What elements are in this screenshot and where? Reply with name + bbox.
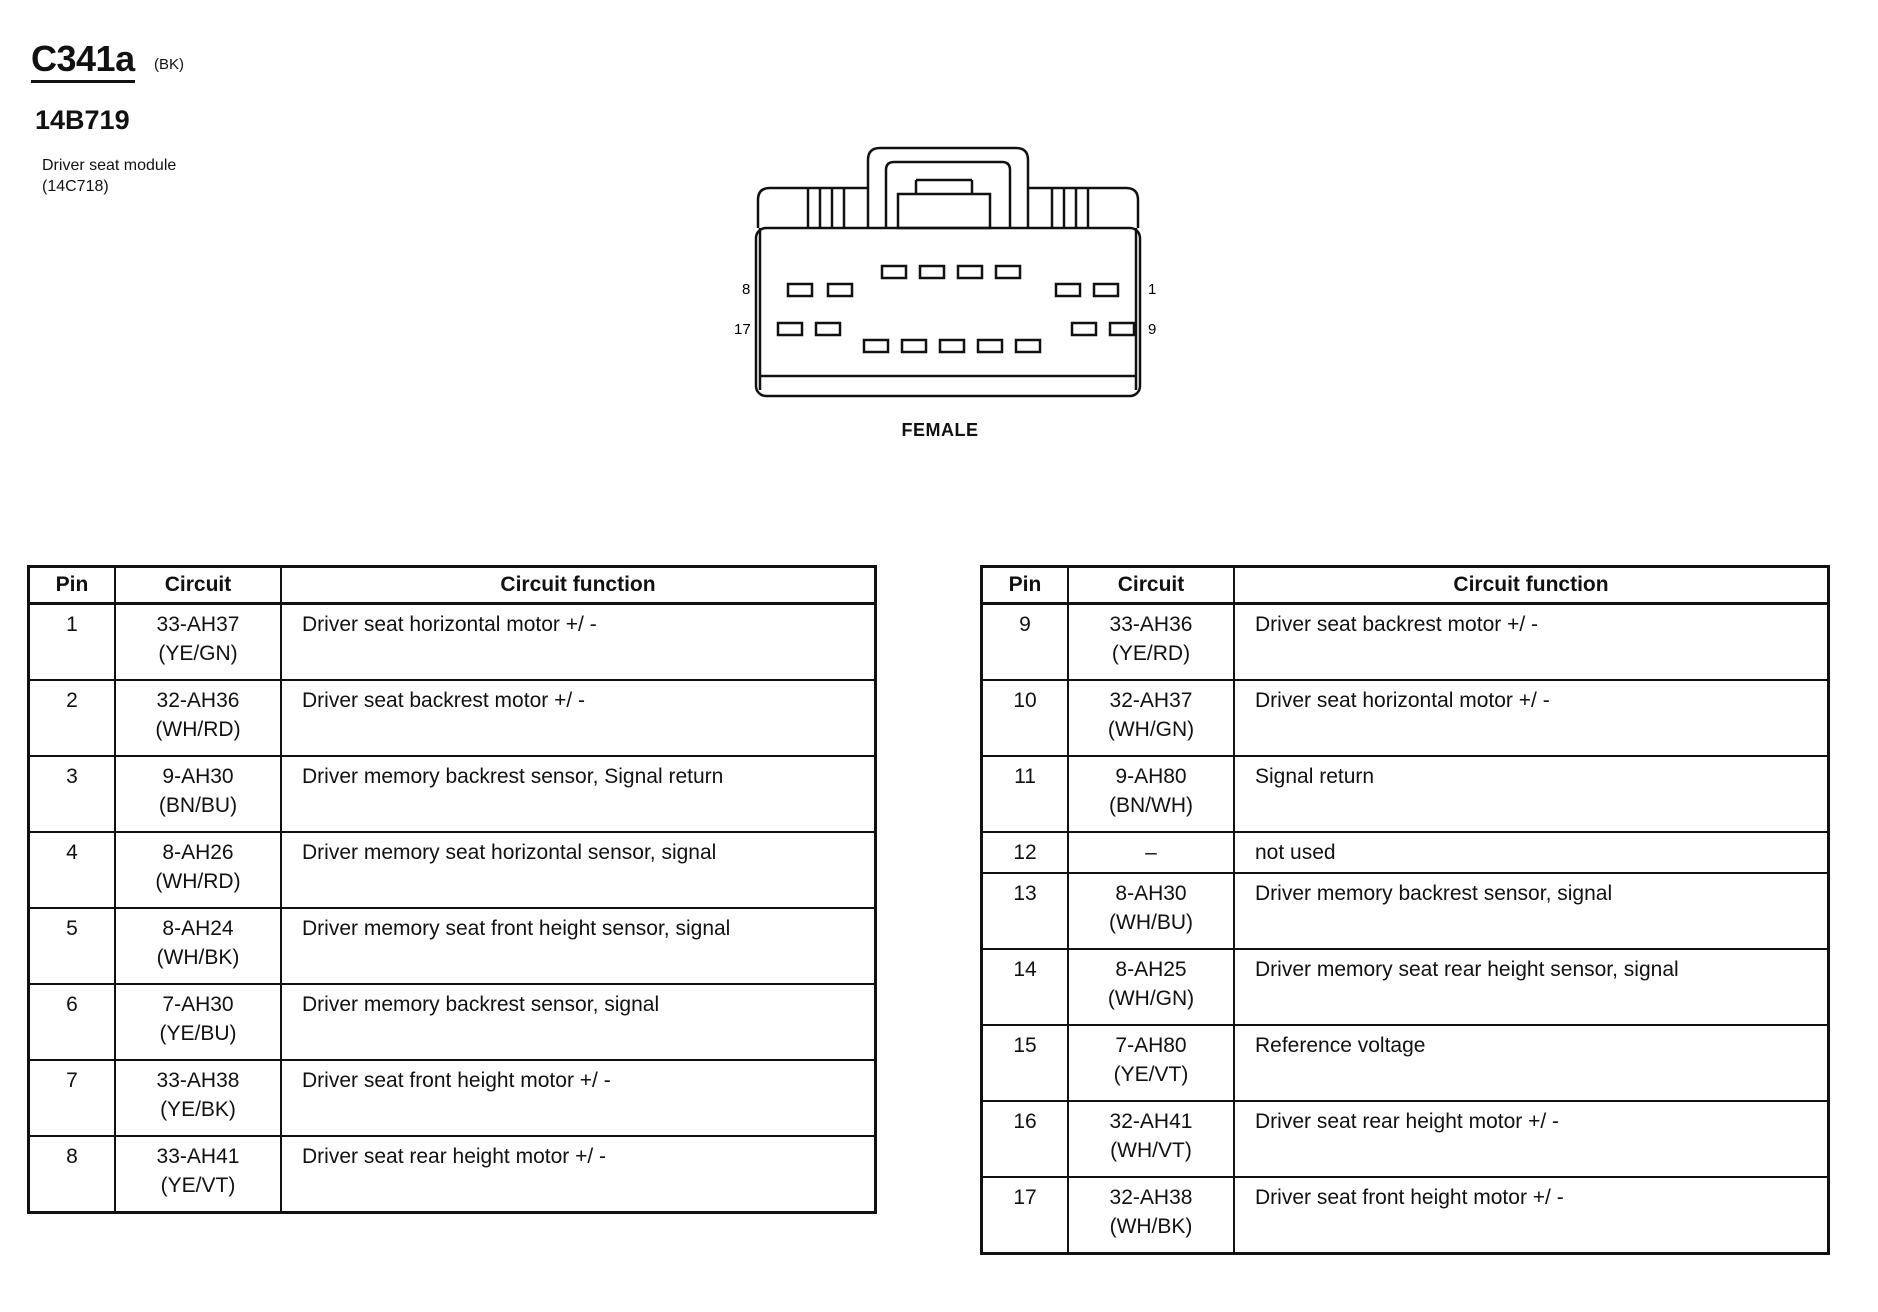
circuit-number: 32-AH41 [1109,1110,1193,1133]
pin-cavity [920,266,944,278]
pin-label-1: 1 [1148,281,1157,298]
pin-label-17: 17 [734,321,751,338]
circuit-function: Driver memory backrest sensor, signal [1234,873,1829,949]
wire-color: (YE/BU) [159,1022,237,1045]
wire-color: (BN/BU) [158,794,238,817]
circuit-number: 8-AH30 [1115,882,1187,905]
component-description [42,155,262,197]
description-line-2: (14C718) [42,178,109,195]
pin-number: 10 [982,680,1069,756]
circuit-number: 7-AH80 [1115,1034,1187,1057]
wire-color: (WH/GN) [1107,718,1195,741]
wire-color: (WH/RD) [155,718,241,741]
header-circuit-function: Circuit function [1234,567,1829,604]
circuit-cell [1068,1025,1234,1101]
circuit-number: 9-AH30 [162,765,234,788]
pin-cavity [816,323,840,335]
pin-cavity [1094,284,1118,296]
pin-number: 15 [982,1025,1069,1101]
pin-number: 6 [29,984,116,1060]
description-line-1: Driver seat module [42,157,177,174]
pin-cavity [1056,284,1080,296]
circuit-number: 33-AH38 [156,1069,240,1092]
table-row [29,832,876,908]
pin-number: 5 [29,908,116,984]
pin-number: 2 [29,680,116,756]
circuit-number: 8-AH26 [162,841,234,864]
connector-top-ribs-left [758,188,868,228]
wire-color: (WH/VT) [1110,1139,1192,1162]
circuit-function: Driver seat front height motor +/ - [1234,1177,1829,1254]
circuit-number: 32-AH37 [1109,689,1193,712]
wire-color: (YE/BK) [160,1098,236,1121]
circuit-function: Driver seat rear height motor +/ - [281,1136,876,1213]
circuit-number: 7-AH30 [162,993,234,1016]
pin-cavity [882,266,906,278]
connector-gender: FEMALE [901,420,979,440]
pin-cavity [940,340,964,352]
wire-color: (YE/GN) [158,642,238,665]
table-row [982,873,1829,949]
table-row [982,680,1829,756]
circuit-number: 33-AH37 [156,613,240,636]
table-row [29,680,876,756]
connector-top-ribs-right [1028,188,1138,228]
pin-number: 16 [982,1101,1069,1177]
pin-cavity [778,323,802,335]
circuit-cell [1068,756,1234,832]
circuit-function: Driver memory backrest sensor, Signal return [281,756,876,832]
connector-color: (BK) [154,56,184,73]
pin-number: 9 [982,604,1069,681]
pin-number: 17 [982,1177,1069,1254]
pin-number: 8 [29,1136,116,1213]
pin-cavity [828,284,852,296]
table-row [982,1177,1829,1254]
pin-number: 12 [982,832,1069,873]
circuit-function: Reference voltage [1234,1025,1829,1101]
pin-number: 3 [29,756,116,832]
header-circuit: Circuit [115,567,281,604]
pin-cavity [864,340,888,352]
circuit-function: not used [1234,832,1829,873]
circuit-number: 9-AH80 [1115,765,1187,788]
pin-number: 1 [29,604,116,681]
connector-face-diagram [720,140,1157,410]
circuit-number: 32-AH36 [156,689,240,712]
connector-body [756,228,1140,396]
circuit-cell [1068,832,1234,873]
circuit-cell [115,1060,281,1136]
circuit-function: Driver seat horizontal motor +/ - [1234,680,1829,756]
table-row [29,604,876,681]
circuit-number: 32-AH38 [1109,1186,1193,1209]
wire-color: (WH/BK) [156,946,240,969]
table-row [29,1136,876,1213]
circuit-cell [1068,1101,1234,1177]
pin-cavity [902,340,926,352]
pin-number: 11 [982,756,1069,832]
pin-cavity [1016,340,1040,352]
wire-color: (YE/VT) [160,1174,236,1197]
pin-label-9: 9 [1148,321,1157,338]
circuit-function: Driver seat backrest motor +/ - [281,680,876,756]
circuit-function: Driver seat backrest motor +/ - [1234,604,1829,681]
circuit-cell [115,984,281,1060]
wire-color: (YE/VT) [1113,1063,1189,1086]
connector-latch-tab [898,194,990,228]
pin-cavity [978,340,1002,352]
pin-cavity [996,266,1020,278]
pin-label-8: 8 [742,281,751,298]
circuit-function: Driver memory seat front height sensor, signal [281,908,876,984]
table-row [982,1025,1829,1101]
header-pin: Pin [29,567,116,604]
wire-color: (WH/GN) [1107,987,1195,1010]
table-row [29,984,876,1060]
table-row [982,756,1829,832]
circuit-function: Driver seat rear height motor +/ - [1234,1101,1829,1177]
header-circuit: Circuit [1068,567,1234,604]
circuit-number: 8-AH24 [162,917,234,940]
pin-cavity [788,284,812,296]
circuit-cell [115,908,281,984]
circuit-cell [1068,604,1234,681]
table-row [982,832,1829,873]
table-row [29,908,876,984]
header-pin: Pin [982,567,1069,604]
table-row [29,1060,876,1136]
connector-latch [868,148,1028,228]
circuit-cell [115,832,281,908]
circuit-function: Driver memory seat rear height sensor, signal [1234,949,1829,1025]
pin-cavity [1110,323,1134,335]
circuit-number: 8-AH25 [1115,958,1187,981]
table-row [982,604,1829,681]
circuit-function: Driver seat front height motor +/ - [281,1060,876,1136]
pin-number: 14 [982,949,1069,1025]
pin-cavity [958,266,982,278]
pin-number: 4 [29,832,116,908]
table-row [982,949,1829,1025]
circuit-cell [1068,1177,1234,1254]
table-row [982,1101,1829,1177]
circuit-cell [1068,873,1234,949]
part-number: 14B719 [35,105,130,135]
pin-cavity [1072,323,1096,335]
circuit-number: 33-AH41 [156,1145,240,1168]
wire-color: (WH/RD) [155,870,241,893]
circuit-function: Driver seat horizontal motor +/ - [281,604,876,681]
circuit-cell [1068,680,1234,756]
pin-table-left [27,565,877,1214]
circuit-cell [115,680,281,756]
circuit-cell [115,1136,281,1213]
circuit-function: Driver memory seat horizontal sensor, signal [281,832,876,908]
pin-table-right [980,565,1830,1255]
pin-number: 7 [29,1060,116,1136]
wire-color: (BN/WH) [1109,794,1193,817]
circuit-function: Signal return [1234,756,1829,832]
pin-number: 13 [982,873,1069,949]
wire-color: (WH/BK) [1109,1215,1193,1238]
wire-color: (YE/RD) [1111,642,1191,665]
circuit-number: 33-AH36 [1109,613,1193,636]
circuit-cell [115,756,281,832]
table-row [29,756,876,832]
header-circuit-function: Circuit function [281,567,876,604]
connector-id: C341a [31,38,135,83]
circuit-function: Driver memory backrest sensor, signal [281,984,876,1060]
circuit-cell [115,604,281,681]
circuit-cell [1068,949,1234,1025]
circuit-number: – [1145,841,1157,864]
wire-color: (WH/BU) [1109,911,1193,934]
